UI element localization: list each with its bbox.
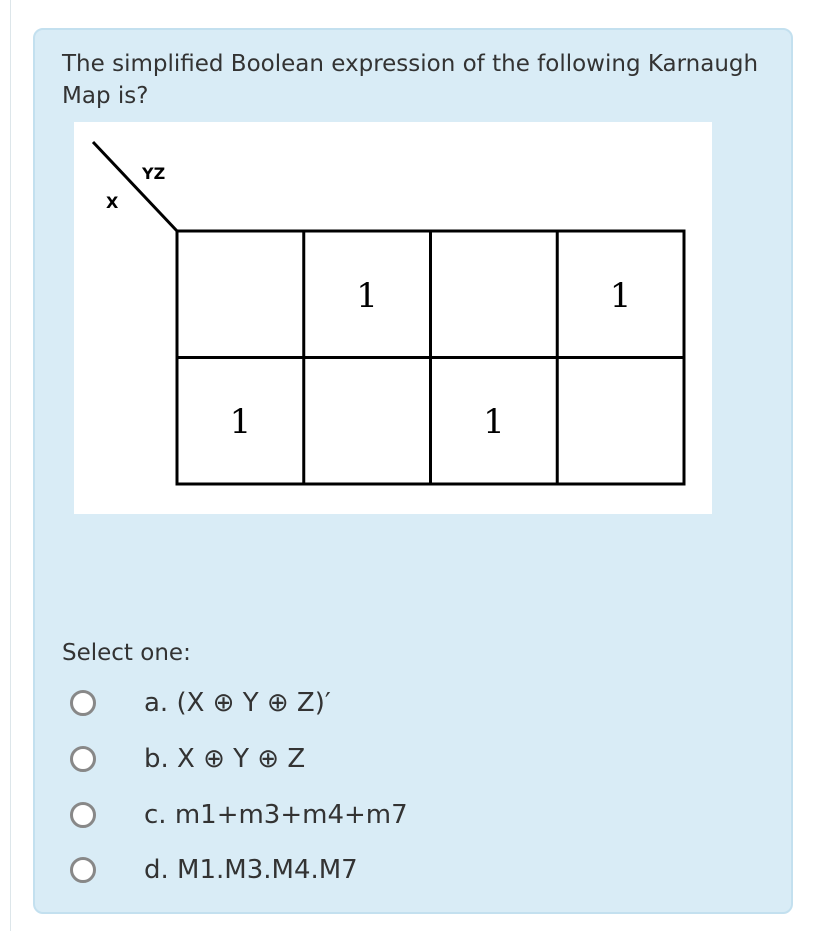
karnaugh-map [74,122,712,514]
kmap-grid [177,231,684,484]
kmap-cell: 1 [483,402,505,442]
kmap-cell: 1 [229,402,252,442]
option-b[interactable] [70,739,670,779]
radio-option-c[interactable] [70,802,96,828]
corner-diagonal [93,142,177,231]
option-a-label[interactable]: a. (X ⊕ Y ⊕ Z)′ [144,688,331,718]
option-c-label[interactable]: c. m1+m3+m4+m7 [144,800,408,830]
radio-option-d[interactable] [70,857,96,883]
kmap-cell: 1 [356,276,378,316]
radio-option-a[interactable] [70,690,96,716]
select-one-label: Select one: [62,640,191,666]
karnaugh-map-image [74,122,712,514]
row-variable-label: X [106,193,119,212]
column-variable-label: YZ [142,164,166,183]
left-divider [10,0,11,931]
question-card [33,28,793,914]
option-d-label[interactable]: d. M1.M3.M4.M7 [144,855,358,885]
option-a[interactable] [70,683,670,723]
option-d[interactable] [70,850,670,890]
option-c[interactable] [70,795,670,835]
question-text: The simplified Boolean expression of the following Karnaugh Map is? [62,51,759,109]
option-b-label[interactable]: b. X ⊕ Y ⊕ Z [144,744,306,774]
kmap-cell: 1 [609,276,632,316]
radio-option-b[interactable] [70,746,96,772]
